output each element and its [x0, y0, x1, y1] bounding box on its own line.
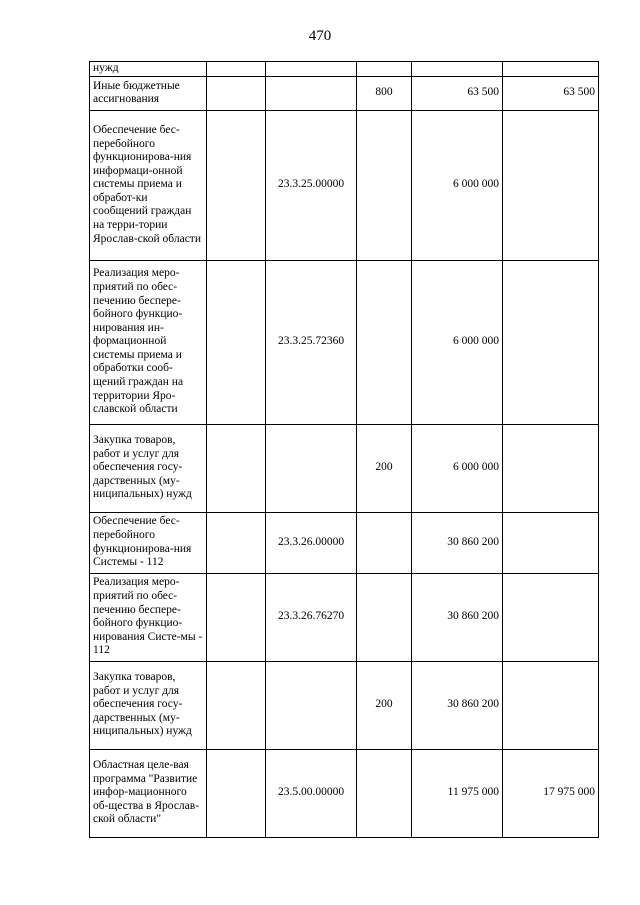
row-value-1-cell: 30 860 200 — [412, 512, 503, 573]
table-row — [90, 424, 599, 512]
row-code-cell: 23.5.00.00000 — [266, 749, 357, 837]
table-row — [90, 76, 599, 110]
row-value-1-cell — [412, 62, 503, 77]
row-expense-type-cell — [357, 512, 412, 573]
row-empty-cell — [207, 62, 266, 77]
row-value-1-cell: 11 975 000 — [412, 749, 503, 837]
row-code-cell: 23.3.26.76270 — [266, 573, 357, 661]
row-value-2-cell — [503, 573, 599, 661]
row-expense-type-cell: 200 — [357, 424, 412, 512]
row-expense-type-cell: 200 — [357, 661, 412, 749]
row-expense-type-cell: 800 — [357, 76, 412, 110]
row-name-cell: Реализация меро-приятий по обес-печению беспере-бойного функцио-нирования Систе-мы - 112 — [90, 573, 207, 661]
row-expense-type-cell — [357, 62, 412, 77]
row-value-2-cell — [503, 62, 599, 77]
row-name-cell: Обеспечение бес-перебойного функционирова-ния информаци-онной системы приема и обработ-ки сообщений граждан на терри-тории Ярослав-ской области — [90, 110, 207, 260]
row-value-1-cell: 6 000 000 — [412, 424, 503, 512]
table-row — [90, 260, 599, 424]
row-value-2-cell: 63 500 — [503, 76, 599, 110]
row-code-cell — [266, 424, 357, 512]
row-name-cell: Обеспечение бес-перебойного функционирова-ния Системы - 112 — [90, 512, 207, 573]
table-row — [90, 62, 599, 77]
row-code-cell — [266, 661, 357, 749]
row-empty-cell — [207, 573, 266, 661]
row-code-cell: 23.3.25.00000 — [266, 110, 357, 260]
row-value-1-cell: 63 500 — [412, 76, 503, 110]
page-number: 470 — [308, 28, 332, 44]
table-row — [90, 512, 599, 573]
row-value-1-cell: 30 860 200 — [412, 661, 503, 749]
table-row — [90, 749, 599, 837]
row-expense-type-cell — [357, 573, 412, 661]
row-expense-type-cell — [357, 110, 412, 260]
row-code-cell: 23.3.25.72360 — [266, 260, 357, 424]
row-name-cell: Закупка товаров, работ и услуг для обеспечения госу-дарственных (му-ниципальных) нужд — [90, 424, 207, 512]
row-value-1-cell: 30 860 200 — [412, 573, 503, 661]
row-expense-type-cell — [357, 749, 412, 837]
budget-table — [89, 61, 599, 838]
row-value-1-cell: 6 000 000 — [412, 110, 503, 260]
row-name-cell: Реализация меро-приятий по обес-печению беспере-бойного функцио-нирования ин-формационной системы приема и обработки сооб-щений граждан на территории Яро-славской области — [90, 260, 207, 424]
row-value-2-cell — [503, 110, 599, 260]
row-empty-cell — [207, 512, 266, 573]
row-value-2-cell — [503, 260, 599, 424]
row-empty-cell — [207, 424, 266, 512]
row-name-cell: Закупка товаров, работ и услуг для обеспечения госу-дарственных (му-ниципальных) нужд — [90, 661, 207, 749]
row-code-cell — [266, 62, 357, 77]
row-value-2-cell — [503, 512, 599, 573]
row-empty-cell — [207, 260, 266, 424]
table-row — [90, 573, 599, 661]
row-name-cell: Иные бюджетные ассигнования — [90, 76, 207, 110]
row-empty-cell — [207, 110, 266, 260]
table-row — [90, 661, 599, 749]
row-expense-type-cell — [357, 260, 412, 424]
row-name-cell: нужд — [90, 62, 207, 77]
row-value-2-cell: 17 975 000 — [503, 749, 599, 837]
row-value-1-cell: 6 000 000 — [412, 260, 503, 424]
table-row — [90, 110, 599, 260]
row-empty-cell — [207, 76, 266, 110]
row-empty-cell — [207, 749, 266, 837]
row-empty-cell — [207, 661, 266, 749]
row-value-2-cell — [503, 661, 599, 749]
row-code-cell: 23.3.26.00000 — [266, 512, 357, 573]
row-name-cell: Областная целе-вая программа "Развитие инфор-мационного об-щества в Ярослав-ской области" — [90, 749, 207, 837]
row-code-cell — [266, 76, 357, 110]
row-value-2-cell — [503, 424, 599, 512]
